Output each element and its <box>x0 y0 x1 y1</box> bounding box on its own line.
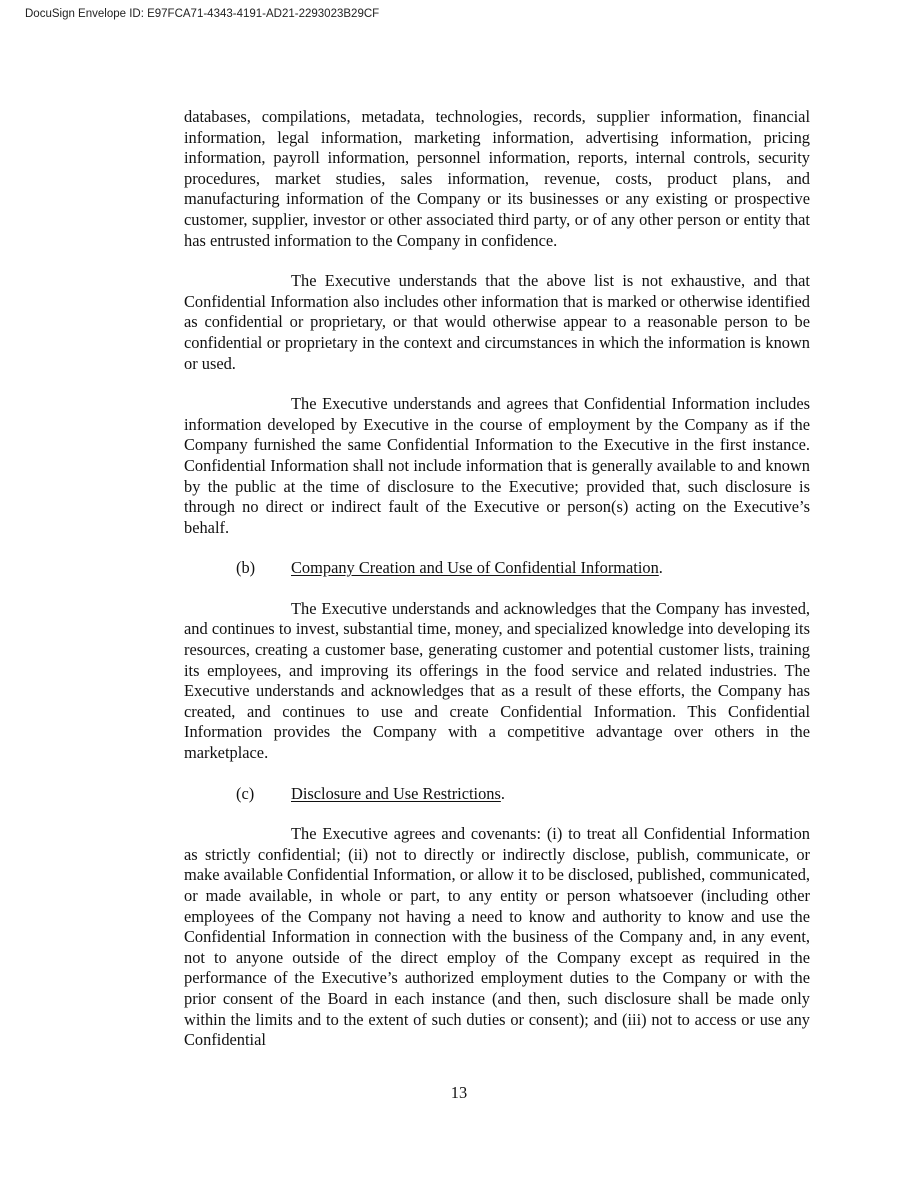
paragraph-company-investment: The Executive understands and acknowledges that the Company has invested, and continues to invest, substantial time, money, and specialized knowledge into developing its resources, creating a customer base, generating customer and potential customer lists, training its employees, and improving its offerings in the food service and related industries. The Executive understands and acknowledges that as a result of these efforts, the Company has created, and continues to use and create Confidential Information. This Confidential Information provides the Company with a competitive advantage over others in the marketplace. <box>184 598 810 763</box>
document-body <box>184 107 810 1051</box>
section-marker-b: (b) <box>236 558 256 578</box>
section-title-c <box>291 784 505 805</box>
section-title-c-text: Disclosure and Use Restrictions <box>291 783 501 803</box>
section-heading-b <box>184 558 810 579</box>
paragraph-list-not-exhaustive: The Executive understands that the above list is not exhaustive, and that Confidential Information also includes other information that is marked or otherwise identified as confidential or proprietary, or that would otherwise appear to a reasonable person to be confidential or proprietary in the context and circumstances in which the information is known or used. <box>184 271 810 373</box>
section-heading-c <box>184 784 810 805</box>
section-title-b <box>291 558 663 579</box>
section-marker-c: (c) <box>236 783 255 803</box>
paragraph-disclosure-covenants: The Executive agrees and covenants: (i) to treat all Confidential Information as strictly confidential; (ii) not to directly or indirectly disclose, publish, communicate, or make available Confidential Information, or allow it to be disclosed, published, communicated, or made available, in whole or part, to any entity or person whatsoever (including other employees of the Company not having a need to know and authority to know and use the Confidential Information in connection with the business of the Company and, in any event, not to anyone outside of the direct employ of the Company except as required in the performance of the Executive’s authorized employment duties to the Company or with the prior consent of the Board in each instance (and then, such disclosure shall be made only within the limits and to the extent of such duties or consent); and (iii) not to access or use any Confidential <box>184 824 810 1050</box>
page-number: 13 <box>450 1083 468 1102</box>
section-title-b-text: Company Creation and Use of Confidential Information <box>291 558 659 578</box>
docusign-envelope-id: DocuSign Envelope ID: E97FCA71-4343-4191-AD21-2293023B29CF <box>25 8 380 20</box>
paragraph-developed-information: The Executive understands and agrees that Confidential Information includes information developed by Executive in the course of employment by the Company as if the Company furnished the same Confidential Information to the Executive in the first instance. Confidential Information shall not include information that is generally available to and known by the public at the time of disclosure to the Executive; provided that, such disclosure is through no direct or indirect fault of the Executive or person(s) acting on the Executive’s behalf. <box>184 394 810 537</box>
section-title-c-suffix: . <box>500 783 505 803</box>
paragraph-confidential-list: databases, compilations, metadata, technologies, records, supplier information, financial information, legal information, marketing information, advertising information, pricing information, payroll information, personnel information, reports, internal controls, security procedures, market studies, sales information, revenue, costs, product plans, and manufacturing information of the Company or its businesses or any existing or prospective customer, supplier, investor or other associated third party, or of any other person or entity that has entrusted information to the Company in confidence. <box>184 107 810 250</box>
section-title-b-suffix: . <box>658 558 663 578</box>
